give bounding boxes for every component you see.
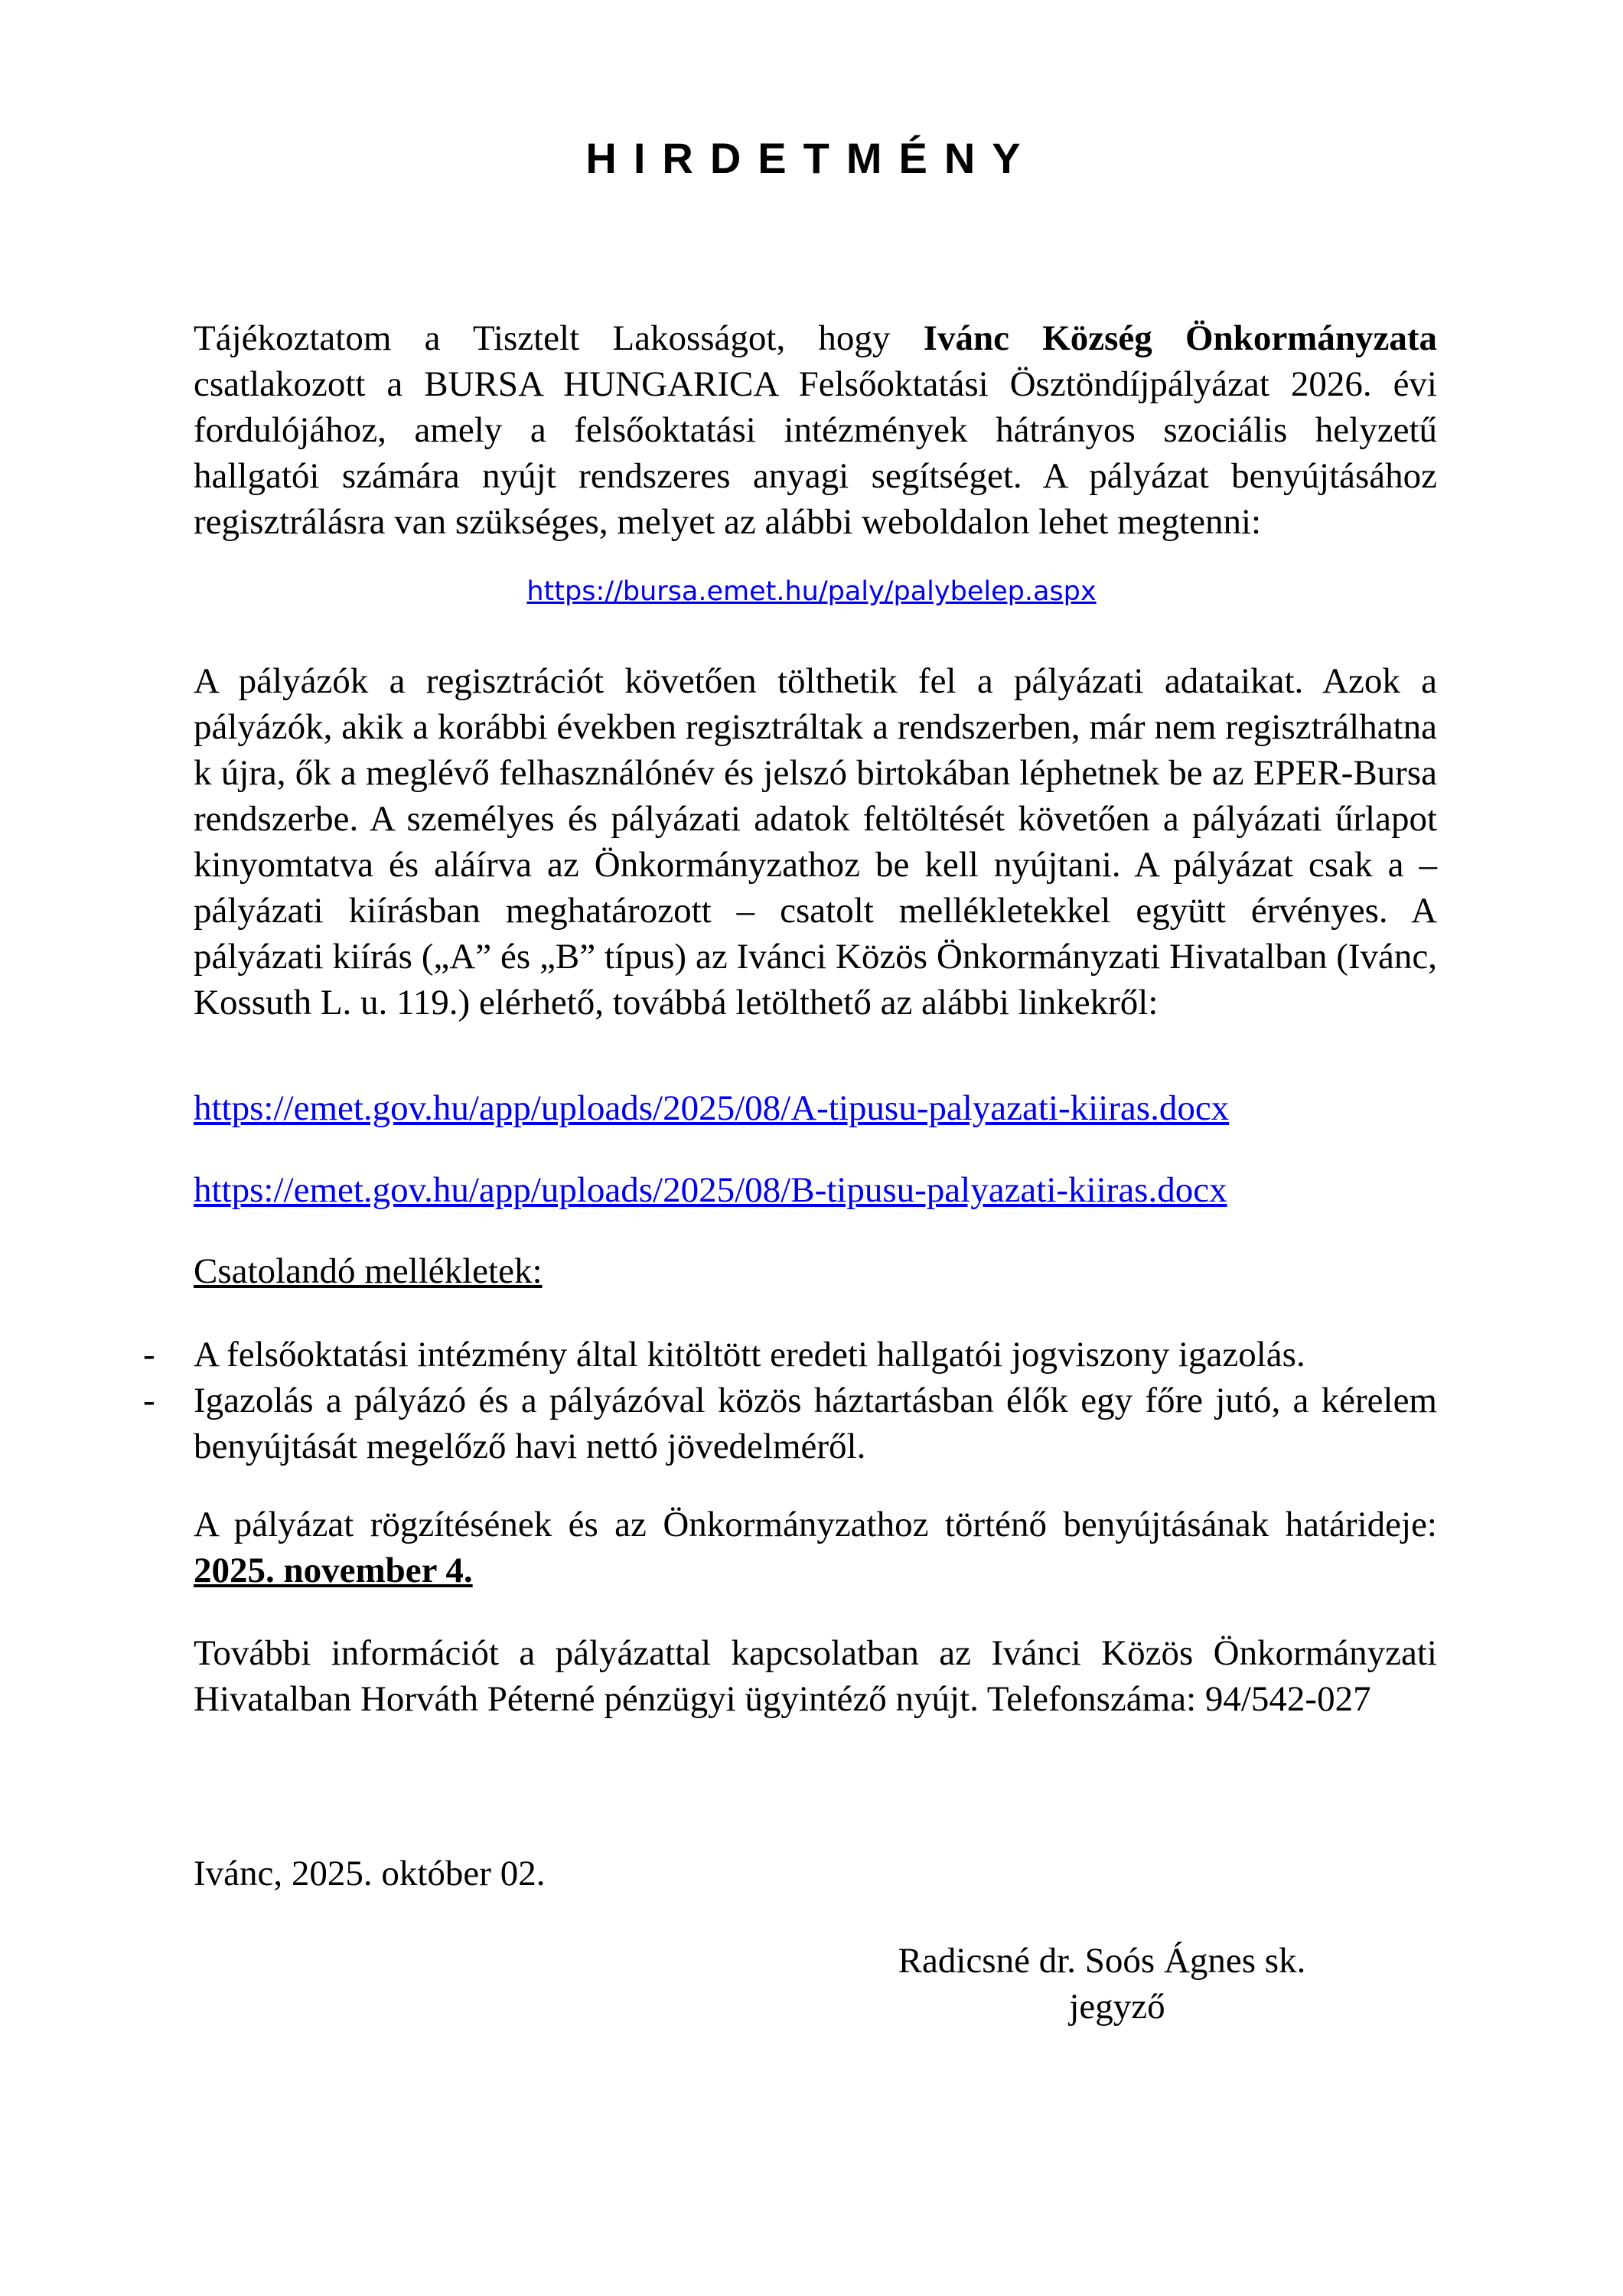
signatory-name: Radicsné dr. Soós Ágnes sk.	[898, 1941, 1306, 1981]
attachment-item	[126, 1378, 1437, 1469]
attachment-item	[126, 1332, 1437, 1378]
signatory-role: jegyző	[1069, 1987, 1165, 2027]
details-paragraph: A pályázók a regisztrációt követően tölthetik fel a pályázati adataikat. Azok a pályázók, akik a korábbi években regisztráltak a rendszerben, már nem regisztrálhatna k újra, ők a meglévő felhasználónév és jelszó birtokában léphetnek be az EPER-Bursa rendszerbe. A személyes és pályázati adatok feltöltését követően a pályázati űrlapot kinyomtatva és aláírva az Önkormányzathoz be kell nyújtani. A pályázat csak a – pályázati kiírásban meghatározott – csatolt mellékletekkel együtt érvényes. A pályázati kiírás („A” és „B” típus) az Ivánci Közös Önkormányzati Hivatalban (Ivánc, Kossuth L. u. 119.) elérhető, továbbá letölthető az alábbi linkekről:	[194, 661, 1437, 1022]
download-link-b-type[interactable]: https://emet.gov.hu/app/uploads/2025/08/B-tipusu-palyazati-kiiras.docx	[194, 1170, 1227, 1210]
intro-text-after: csatlakozott a BURSA HUNGARICA Felsőoktatási Ösztöndíjpályázat 2026. évi fordulójához, amely a felsőoktatási intézmények hátrányos szociális helyzetű hallgatói számára nyújt rendszeres anyagi segítséget. A pályázat benyújtásához regisztrálásra van szükséges, melyet az alábbi weboldalon lehet megtenni:	[194, 364, 1437, 542]
dash-bullet-icon: -	[143, 1381, 155, 1420]
deadline-text: A pályázat rögzítésének és az Önkormányzathoz történő benyújtásának határideje:	[194, 1505, 1437, 1544]
attachments-heading: Csatolandó mellékletek:	[194, 1251, 543, 1291]
intro-paragraph	[194, 315, 1437, 545]
place-and-date: Ivánc, 2025. október 02.	[194, 1854, 546, 1893]
attachment-item-text: Igazolás a pályázó és a pályázóval közös háztartásban élők egy főre jutó, a kérelem benyújtását megelőző havi nettó jövedelméről.	[194, 1381, 1437, 1466]
download-link-b-container	[194, 1167, 1437, 1213]
intro-text-before: Tájékoztatom a Tisztelt Lakosságot, hogy	[194, 318, 924, 358]
contact-paragraph: További információt a pályázattal kapcsolatban az Ivánci Közös Önkormányzati Hivatalban Horváth Péterné pénzügyi ügyintéző nyújt. Telefonszáma: 94/542-027	[194, 1633, 1437, 1719]
registration-link[interactable]: https://bursa.emet.hu/paly/palybelep.aspx	[526, 576, 1097, 607]
dash-bullet-icon: -	[143, 1335, 155, 1375]
attachment-item-text: A felsőoktatási intézmény által kitöltött eredeti hallgatói jogviszony igazolás.	[194, 1335, 1305, 1375]
signature-block	[857, 1938, 1347, 2030]
attachments-list	[126, 1332, 1437, 1469]
registration-link-container	[0, 572, 1623, 611]
download-link-a-container	[194, 1085, 1437, 1131]
document-title: HIRDETMÉNY	[585, 134, 1038, 182]
deadline-paragraph	[194, 1502, 1437, 1593]
municipality-name: Ivánc Község Önkormányzata	[923, 318, 1437, 358]
download-link-a-type[interactable]: https://emet.gov.hu/app/uploads/2025/08/A-tipusu-palyazati-kiiras.docx	[194, 1088, 1230, 1128]
deadline-date: 2025. november 4.	[194, 1551, 473, 1590]
